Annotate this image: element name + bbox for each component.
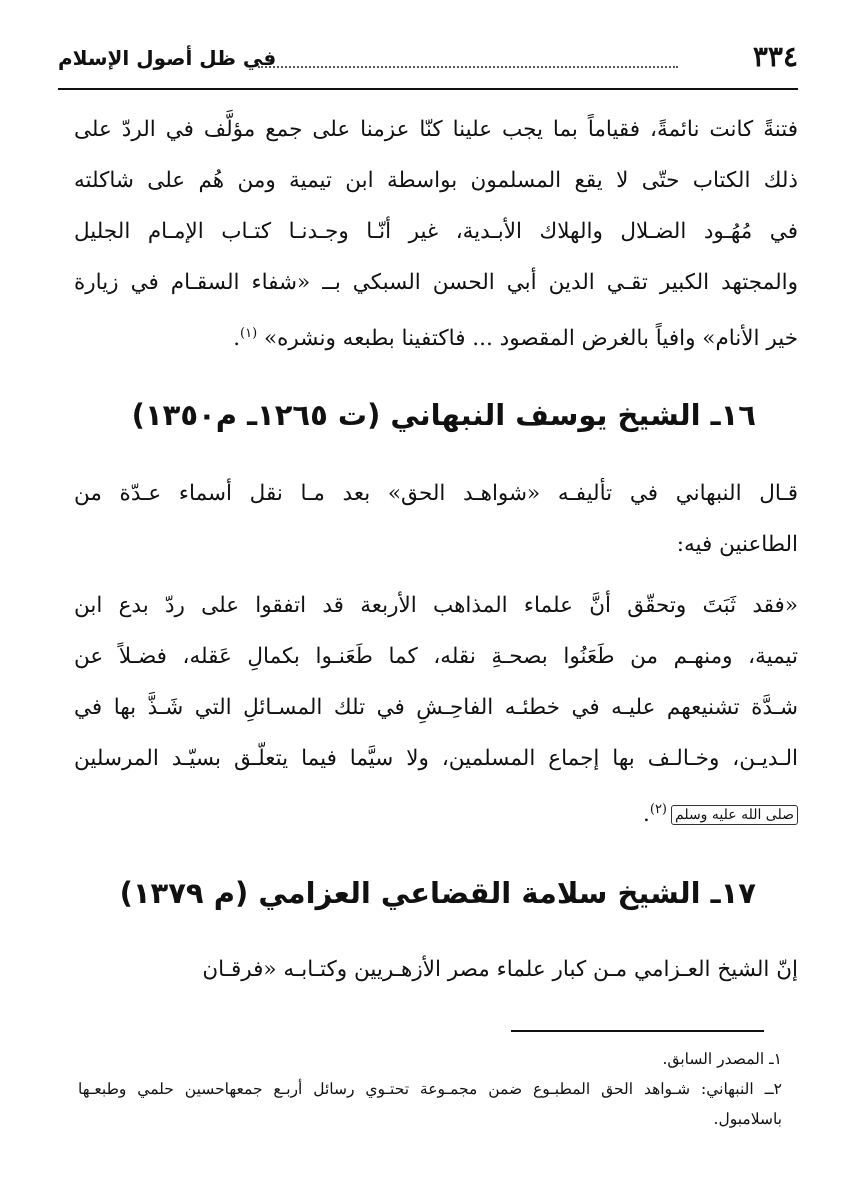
footnote-2-continued: باسلامبول. [713, 1110, 782, 1128]
quotation-paragraph [74, 580, 798, 840]
paragraph-2 [74, 468, 798, 570]
header-rule [58, 88, 798, 90]
text-line: في مُهُـود الضـلال والهلاك الأبـدية، غير أنّـا وجـدنـا كتـاب الإمـام الجليل [74, 219, 798, 244]
section-heading-16: ١٦ـ الشيخ يوسف النبهاني (ت ١٢٦٥ـ م١٣٥٠) [131, 398, 756, 432]
text-line-content: خير الأنام» وافياً بالغرض المقصود ... فاكتفينا بطبعه ونشره» [264, 326, 798, 352]
footnote-ref-2: (٢) [649, 802, 667, 817]
text-line: صلى الله عليه وسلم$^{(٢)}$. [74, 784, 798, 840]
text-line: والمجتهد الكبير تقـي الدين أبي الحسن السبكي بــ «شفاء السقـام في زيارة [74, 270, 798, 295]
footnotes [78, 1044, 782, 1134]
honorific-glyph: صلى الله عليه وسلم [671, 805, 798, 825]
footnote-ref-1: (١) [240, 326, 258, 341]
footnote-2: ٢ــ النبهاني: شـواهد الحق المطبـوع ضمن مجمـوعة تحتـوي رسائل أربـع جمعهاحسين حلمي وطبعـها [78, 1080, 782, 1098]
footnote-separator [511, 1030, 764, 1032]
text-line: الـديـن، وخـالـف بها إجماع المسلمين، ولا سيَّما فيما يتعلّـق بسيّـد المرسلين [74, 746, 798, 771]
paragraph-1 [74, 104, 798, 364]
footnote-1: ١ـ المصدر السابق. [662, 1050, 782, 1068]
text-line: الطاعنين فيه: [676, 532, 798, 557]
text-line: فتنةً كانت نائمةً، فقياماً بما يجب علينا كنّا عزمنا على جمع مؤلَّف في الردّ على [74, 117, 798, 142]
text-line: ذلك الكتاب حتّى لا يقع المسلمون بواسطة ابن تيمية ومن هُم على شاكلته [74, 168, 798, 193]
text-line: قـال النبهاني في تأليفـه «شواهـد الحق» بعد مـا نقل أسماء عـدّة من [74, 481, 798, 506]
paragraph-4 [74, 944, 798, 995]
text-line: إنّ الشيخ العـزامي مـن كبار علماء مصر الأزهـريين وكتـابـه «فرقـان [202, 957, 798, 982]
page-number: ٣٣٤ [752, 40, 798, 73]
text-line: تيمية، ومنهـم من طَعَنُوا بصحـةِ نقله، كما طَعَنـوا بكمالِ عَقله، فضـلاً عن [74, 644, 798, 669]
header-dotted-leader [258, 66, 678, 68]
running-title: في ظل أصول الإسلام [58, 46, 277, 70]
page-header [58, 40, 798, 90]
text-line: شـدَّة تشنيعهم عليـه في خطئـه الفاحِـشِ في تلك المسـائلِ التي شَـذَّ بها في [74, 695, 798, 720]
text-line: خير الأنام» وافياً بالغرض المقصود ... فاكتفينا بطبعه ونشره» $^{(١)}$. [233, 326, 798, 352]
text-line: «فقد ثَبَتَ وتحقّق أنَّ علماء المذاهب الأربعة قد اتفقوا على ردّ بدع ابن [74, 593, 798, 618]
section-heading-17: ١٧ـ الشيخ سلامة القضاعي العزامي (م ١٣٧٩) [119, 876, 756, 910]
